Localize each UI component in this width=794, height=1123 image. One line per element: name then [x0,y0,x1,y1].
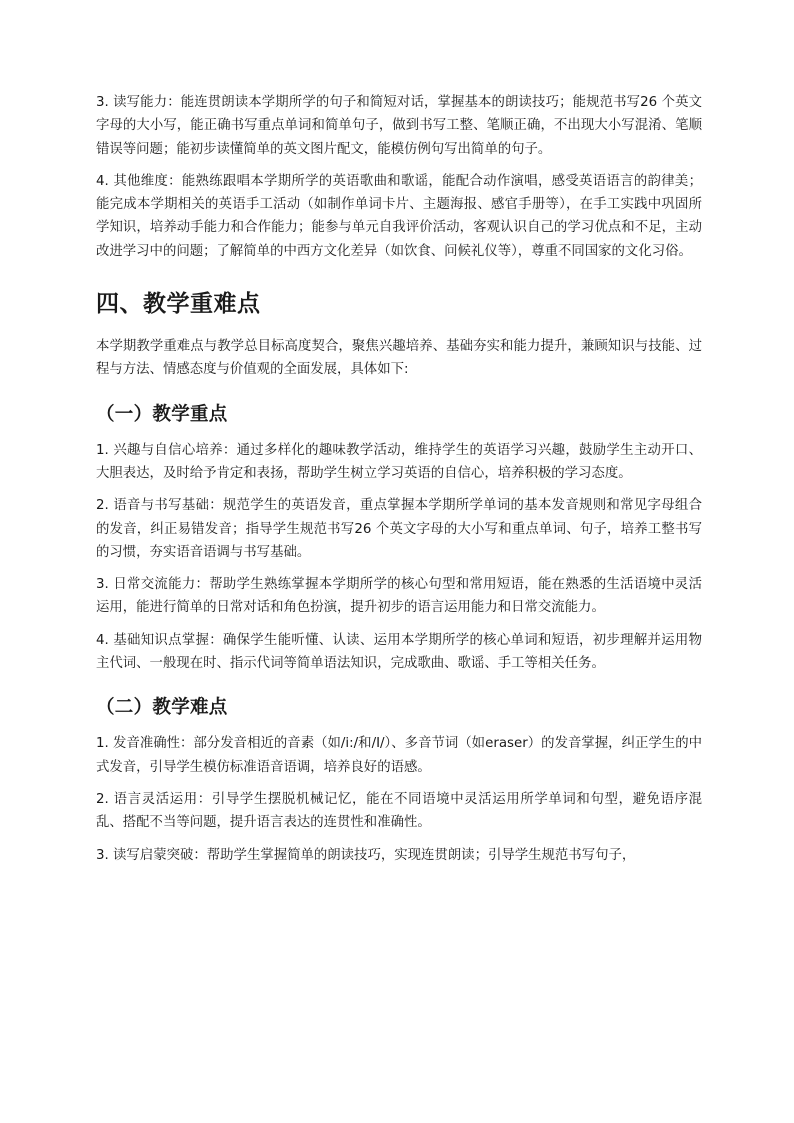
subheading-key-points: （一）教学重点 [96,403,228,425]
key-point-item: 4. 基础知识点掌握：确保学生能听懂、认读、运用本学期所学的核心单词和短语，初步理解并运用物主代词、一般现在时、指示代词等简单语法知识，完成歌曲、歌谣、手工等相关任务。 [96,632,702,672]
difficulty-item: 2. 语言灵活运用：引导学生摆脱机械记忆，能在不同语境中灵活运用所学单词和句型，避免语序混乱、搭配不当等问题，提升语言表达的连贯性和准确性。 [96,791,702,831]
section-heading-key-and-difficult-points: 四、教学重难点 [96,291,261,318]
difficulty-item: 1. 发音准确性：部分发音相近的音素（如/i:/和/I/）、多音节词（如eraser）的发音掌握，纠正学生的中式发音，引导学生模仿标准语音语调，培养良好的语感。 [96,736,702,775]
paragraph-reading-writing-ability: 3. 读写能力：能连贯朗读本学期所学的句子和简短对话，掌握基本的朗读技巧；能规范书写26 个英文字母的大小写，能正确书写重点单词和简单句子，做到书写工整、笔顺正确，不出现大小写混淆、笔顺错误等问题；能初步读懂简单的英文图片配文，能模仿例句写出简单的句子。 [96,95,702,157]
section-intro-paragraph: 本学期教学重难点与教学总目标高度契合，聚焦兴趣培养、基础夯实和能力提升，兼顾知识与技能、过程与方法、情感态度与价值观的全面发展，具体如下: [96,339,702,378]
key-point-item: 1. 兴趣与自信心培养：通过多样化的趣味教学活动，维持学生的英语学习兴趣，鼓励学生主动开口、大胆表达，及时给予肯定和表扬，帮助学生树立学习英语的自信心，培养积极的学习态度。 [96,442,702,481]
page-content [96,91,702,876]
key-point-item: 3. 日常交流能力：帮助学生熟练掌握本学期所学的核心句型和常用短语，能在熟悉的生活语境中灵活运用，能进行简单的日常对话和角色扮演，提升初步的语言运用能力和日常交流能力。 [96,577,702,616]
subheading-difficulties: （二）教学难点 [96,697,228,719]
key-point-item: 2. 语音与书写基础：规范学生的英语发音，重点掌握本学期所学单词的基本发音规则和常见字母组合的发音，纠正易错发音；指导学生规范书写26 个英文字母的大小写和重点单词、句子，培养工整书写的习惯，夯实语音语调与书写基础。 [96,498,702,560]
paragraph-other-dimensions: 4. 其他维度：能熟练跟唱本学期所学的英语歌曲和歌谣，能配合动作演唱，感受英语语言的韵律美；能完成本学期相关的英语手工活动（如制作单词卡片、主题海报、感官手册等），在手工实践中巩固所学知识，培养动手能力和合作能力；能参与单元自我评价活动，客观认识自己的学习优点和不足，主动改进学习中的问题；了解简单的中西方文化差异（如饮食、问候礼仪等），尊重不同国家的文化习俗。 [96,173,702,259]
difficulty-item: 3. 读写启蒙突破：帮助学生掌握简单的朗读技巧，实现连贯朗读；引导学生规范书写句子， [96,847,636,863]
